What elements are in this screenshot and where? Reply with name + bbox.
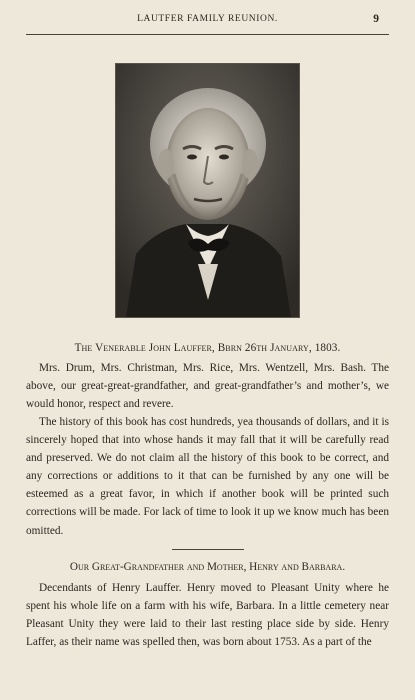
running-title: LAUTFER FAMILY REUNION. [137, 14, 278, 24]
section-heading: Our Great-Grandfather and Mother, Henry and Barbara. [69, 561, 346, 573]
body-paragraph [26, 359, 389, 413]
page-number: 9 [373, 13, 379, 25]
portrait-photo [116, 64, 299, 317]
body-paragraph [26, 579, 389, 651]
body-paragraph [26, 413, 389, 540]
running-head [0, 14, 415, 28]
header-rule [26, 34, 389, 35]
paragraph-text: Mrs. Drum, Mrs. Christman, Mrs. Rice, Mrs. Wentzell, Mrs. Bash. The above, our great-great-grandfather, and great-grandfather’s and mother’s, we would honor, respect and revere. [26, 362, 389, 411]
paragraph-text: The history of this book has cost hundreds, yea thousands of dollars, and it is sincerely hoped that into whose hands it may fall that it will be carefully read and preserved. We do not claim all the history of this book to be correct, and any corrections or additions to it that can be furnished by any one will be esteemed as a great favor, in which if another book will be printed such corrections will be made. For lack of time to look it up we know much has been omitted. [26, 416, 389, 537]
portrait-caption: The Venerable John Lauffer, Bbrn 26th January, 1803. [74, 342, 341, 354]
section-divider [172, 549, 244, 550]
paragraph-text: Decendants of Henry Lauffer. Henry moved to Pleasant Unity where he spent his whole life on a farm with his wife, Barbara. In a little cemetery near Pleasant Unity they were laid to their last resting place side by side. Henry Laffer, as their name was spelled then, was born about 1753. As a part of the [26, 582, 389, 649]
